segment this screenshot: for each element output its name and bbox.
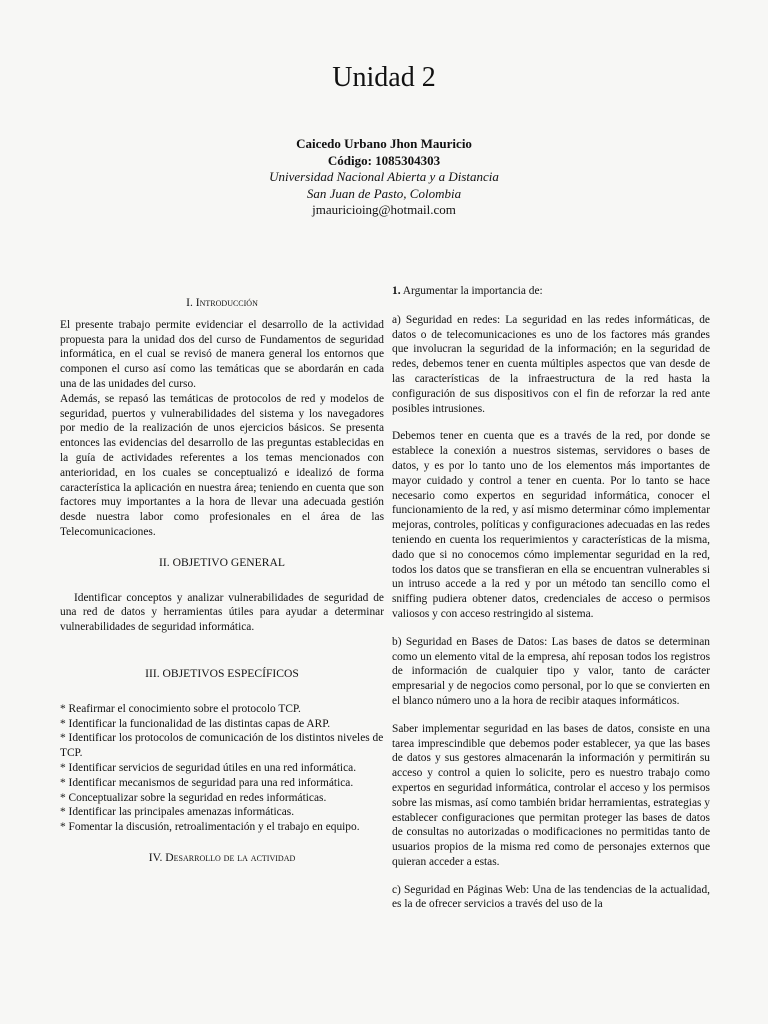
list-item: * Identificar mecanismos de seguridad para una red informática. (60, 776, 354, 789)
intro-paragraph-2: Además, se repasó las temáticas de protocolos de red y modelos de seguridad, puertos y vulnerabilidades del sistema y los navegadores por medio de la realización de unos ejercicios básicos. Se presenta entonces las evidencias del desarrollo de las preguntas establecidas en la guía de actividades referentes a los temas mencionados con anterioridad, en los cuales se conceptualizó e idealizó de forma característica la aplicación en nuestra área; teniendo en cuenta que son factores muy importantes a la hora de llevar una adecuada gestión desde nuestra labor como profesionales en el área de las Telecomunicaciones. (60, 392, 384, 538)
list-item: * Identificar las principales amenazas informáticas. (60, 806, 295, 819)
list-item: * Identificar los protocolos de comunicación de los distintos niveles de TCP. (60, 732, 384, 760)
author-city: San Juan de Pasto, Colombia (306, 185, 462, 201)
objective-heading: II. OBJETIVO GENERAL (159, 555, 285, 569)
question-text: Argumentar la importancia de: (402, 285, 543, 297)
specific-objectives-list (60, 702, 384, 835)
answer-c-paragraph-1: c) Seguridad en Páginas Web: Una de las tendencias de la actualidad, es la de ofrecer servicios a través del uso de la (392, 883, 710, 911)
question-1 (392, 284, 710, 299)
author-name: Caicedo Urbano Jhon Mauricio (296, 136, 472, 151)
development-heading-number: IV. (148, 850, 163, 864)
intro-heading-number: I. (186, 296, 193, 309)
left-column (60, 284, 384, 866)
intro-heading (60, 296, 384, 311)
list-item: * Identificar servicios de seguridad útiles en una red informática. (60, 761, 357, 774)
answer-b-paragraph-1: b) Seguridad en Bases de Datos: Las bases de datos se determinan como un elemento vital de la empresa, ahí reposan todos los registros de información de cualquier tipo y valor, tanto de carácter empresarial y de negocios como personal, por lo que se convierten en el blanco número uno a la hora de recibir ataques informáticos. (392, 635, 710, 707)
author-email: jmauricioing@hotmail.com (312, 202, 456, 217)
list-item: * Conceptualizar sobre la seguridad en redes informáticas. (60, 791, 327, 804)
answer-a-paragraph-1: a) Seguridad en redes: La seguridad en las redes informáticas, de datos o de telecomunicaciones es uno de los factores más grandes que involucran la seguridad de la información; en la seguridad de redes, debemos tener en cuenta múltiples aspectos que van desde de las características de la infraestructura de la red hasta la configuración de sus dispositivos con el fin de reforzar la red ante posibles intrusiones. (392, 313, 710, 415)
answer-a-paragraph-2: Debemos tener en cuenta que es a través de la red, por donde se establece la conexión a nuestros sistemas, servidores o bases de datos, y es por lo tanto uno de los elementos más importantes de mayor cuidado y control a tener en cuenta. Por lo tanto se hace necesario como expertos en seguridad informática, conocer el funcionamiento de la red, y así mismo determinar cómo implementar mejoras, controles, políticas y configuraciones adecuadas en las redes teniendo en cuenta los requerimientos y características de la misma, dado que si no conocemos cómo implementar seguridad en la red, todos los datos que se transfieran en ella se encuentran vulnerables si un intruso accede a la red y por un método tan sencillo como el sniffing pudiera obtener datos, credenciales de acceso o permisos valiosos y con acceso restringido al sistema. (392, 430, 710, 620)
list-item: * Fomentar la discusión, retroalimentación y el trabajo en equipo. (60, 821, 360, 834)
question-number: 1. (392, 285, 401, 297)
specific-objectives-heading: III. OBJETIVOS ESPECÍFICOS (145, 666, 299, 680)
objective-text: Identificar conceptos y analizar vulnerabilidades de seguridad de una red de datos y herramientas útiles para ayudar a determinar vulnerabilidades de seguridad informática. (60, 591, 384, 634)
author-university: Universidad Nacional Abierta y a Distancia (269, 169, 499, 184)
author-code: Código: 1085304303 (327, 152, 441, 168)
answer-b-paragraph-2: Saber implementar seguridad en las bases de datos, consiste en una tarea imprescindible que debemos poder establecer, ya que las bases de datos y sus gestores almacenarán la información y permitirán su acceso y control a quien lo solicite, pero es nuestro trabajo como expertos en seguridad informática, controlar el acceso y los permisos sobre las mismas, así como también bridar herramientas, estrategias y establecer configuraciones que permitan proteger las bases de datos de consultas no autorizadas o modificaciones no permitidas tanto de usuarios propios de la misma red como de personajes externos que quieran acceder a estas. (392, 722, 710, 868)
list-item: * Reafirmar el conocimiento sobre el protocolo TCP. (60, 702, 301, 715)
author-block (0, 136, 768, 219)
intro-paragraph-1: El presente trabajo permite evidenciar el desarrollo de la actividad propuesta para la unidad dos del curso de Fundamentos de seguridad informática, en el cual se revisó de manera general los entornos que componen el curso así como las temáticas que se abordarán en cada una de las unidades del curso. (60, 318, 384, 390)
list-item: * Identificar la funcionalidad de las distintas capas de ARP. (60, 717, 331, 730)
development-heading-label: Desarrollo de la actividad (165, 850, 296, 864)
page-title: Unidad 2 (332, 62, 436, 93)
intro-heading-label: Introducción (195, 296, 258, 309)
right-column (392, 284, 710, 912)
development-heading (60, 851, 384, 866)
